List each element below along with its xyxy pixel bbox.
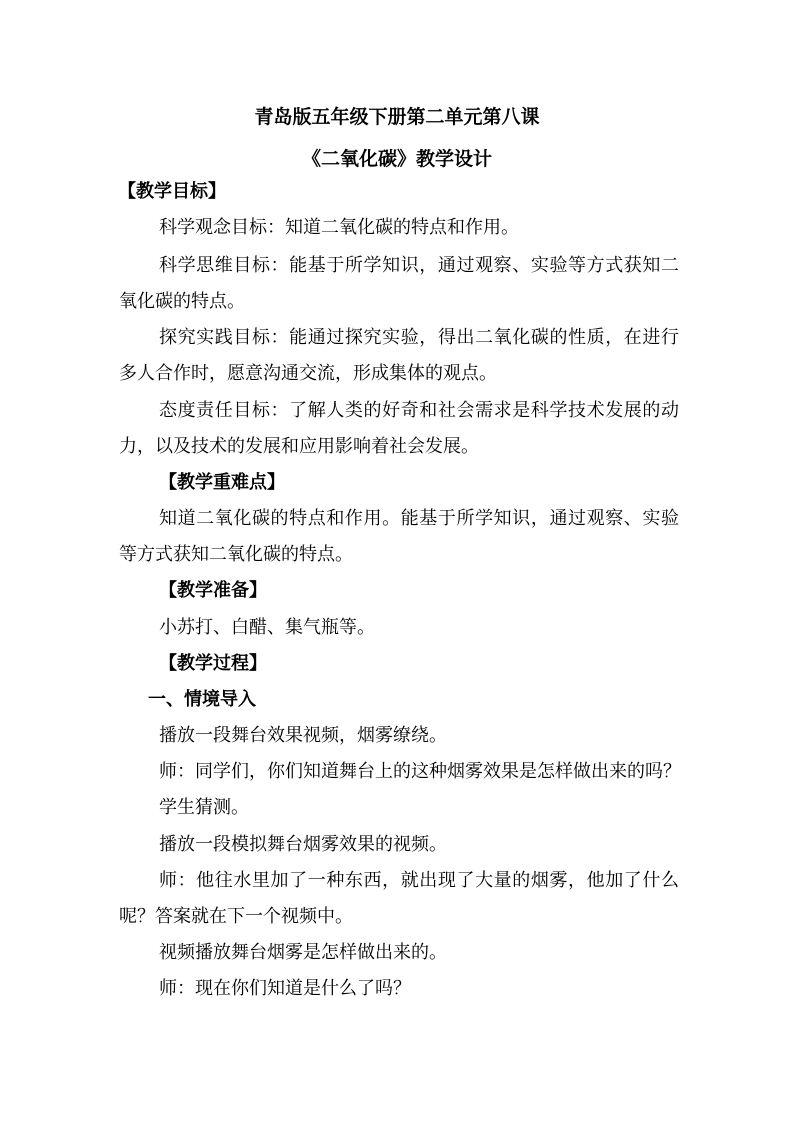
paragraph-step-1: 播放一段舞台效果视频，烟雾缭绕。 <box>159 725 447 746</box>
paragraph-step-2: 师：同学们，你们知道舞台上的这种烟雾效果是怎样做出来的吗？ <box>159 761 681 782</box>
paragraph-step-6: 视频播放舞台烟雾是怎样做出来的。 <box>159 942 447 963</box>
paragraph-step-3: 学生猜测。 <box>159 797 249 818</box>
section-heading-process: 【教学过程】 <box>159 653 267 674</box>
subheading-part-one: 一、情境导入 <box>148 689 256 710</box>
paragraph-goal-practice: 探究实践目标：能通过探究实验，得出二氧化碳的性质，在进行 <box>159 327 679 348</box>
paragraph-goal-attitude-cont: 力，以及技术的发展和应用影响着社会发展。 <box>119 436 479 457</box>
section-heading-goals: 【教学目标】 <box>118 181 226 202</box>
paragraph-step-4: 播放一段模拟舞台烟雾效果的视频。 <box>159 834 447 855</box>
paragraph-step-7: 师：现在你们知道是什么了吗？ <box>159 978 411 999</box>
paragraph-step-5: 师：他往水里加了一种东西，就出现了大量的烟雾，他加了什么 <box>159 870 679 891</box>
paragraph-goal-concept: 科学观念目标：知道二氧化碳的特点和作用。 <box>159 217 519 238</box>
paragraph-goal-practice-cont: 多人合作时，愿意沟通交流，形成集体的观点。 <box>119 363 497 384</box>
paragraph-goal-thinking-cont: 氧化碳的特点。 <box>119 291 245 312</box>
paragraph-goal-attitude: 态度责任目标：了解人类的好奇和社会需求是科学技术发展的动 <box>159 400 679 421</box>
paragraph-key-points-cont: 等方式获知二氧化碳的特点。 <box>119 544 353 565</box>
section-heading-preparation: 【教学准备】 <box>159 580 267 601</box>
document-subtitle: 《二氧化碳》教学设计 <box>301 148 492 170</box>
paragraph-goal-thinking: 科学思维目标：能基于所学知识，通过观察、实验等方式获知二 <box>159 255 679 276</box>
section-heading-key-points: 【教学重难点】 <box>159 472 285 493</box>
paragraph-preparation: 小苏打、白醋、集气瓶等。 <box>159 617 375 638</box>
paragraph-key-points: 知道二氧化碳的特点和作用。能基于所学知识，通过观察、实验 <box>159 508 679 529</box>
document-title: 青岛版五年级下册第二单元第八课 <box>254 106 540 128</box>
paragraph-step-5-cont: 呢？答案就在下一个视频中。 <box>119 906 353 927</box>
